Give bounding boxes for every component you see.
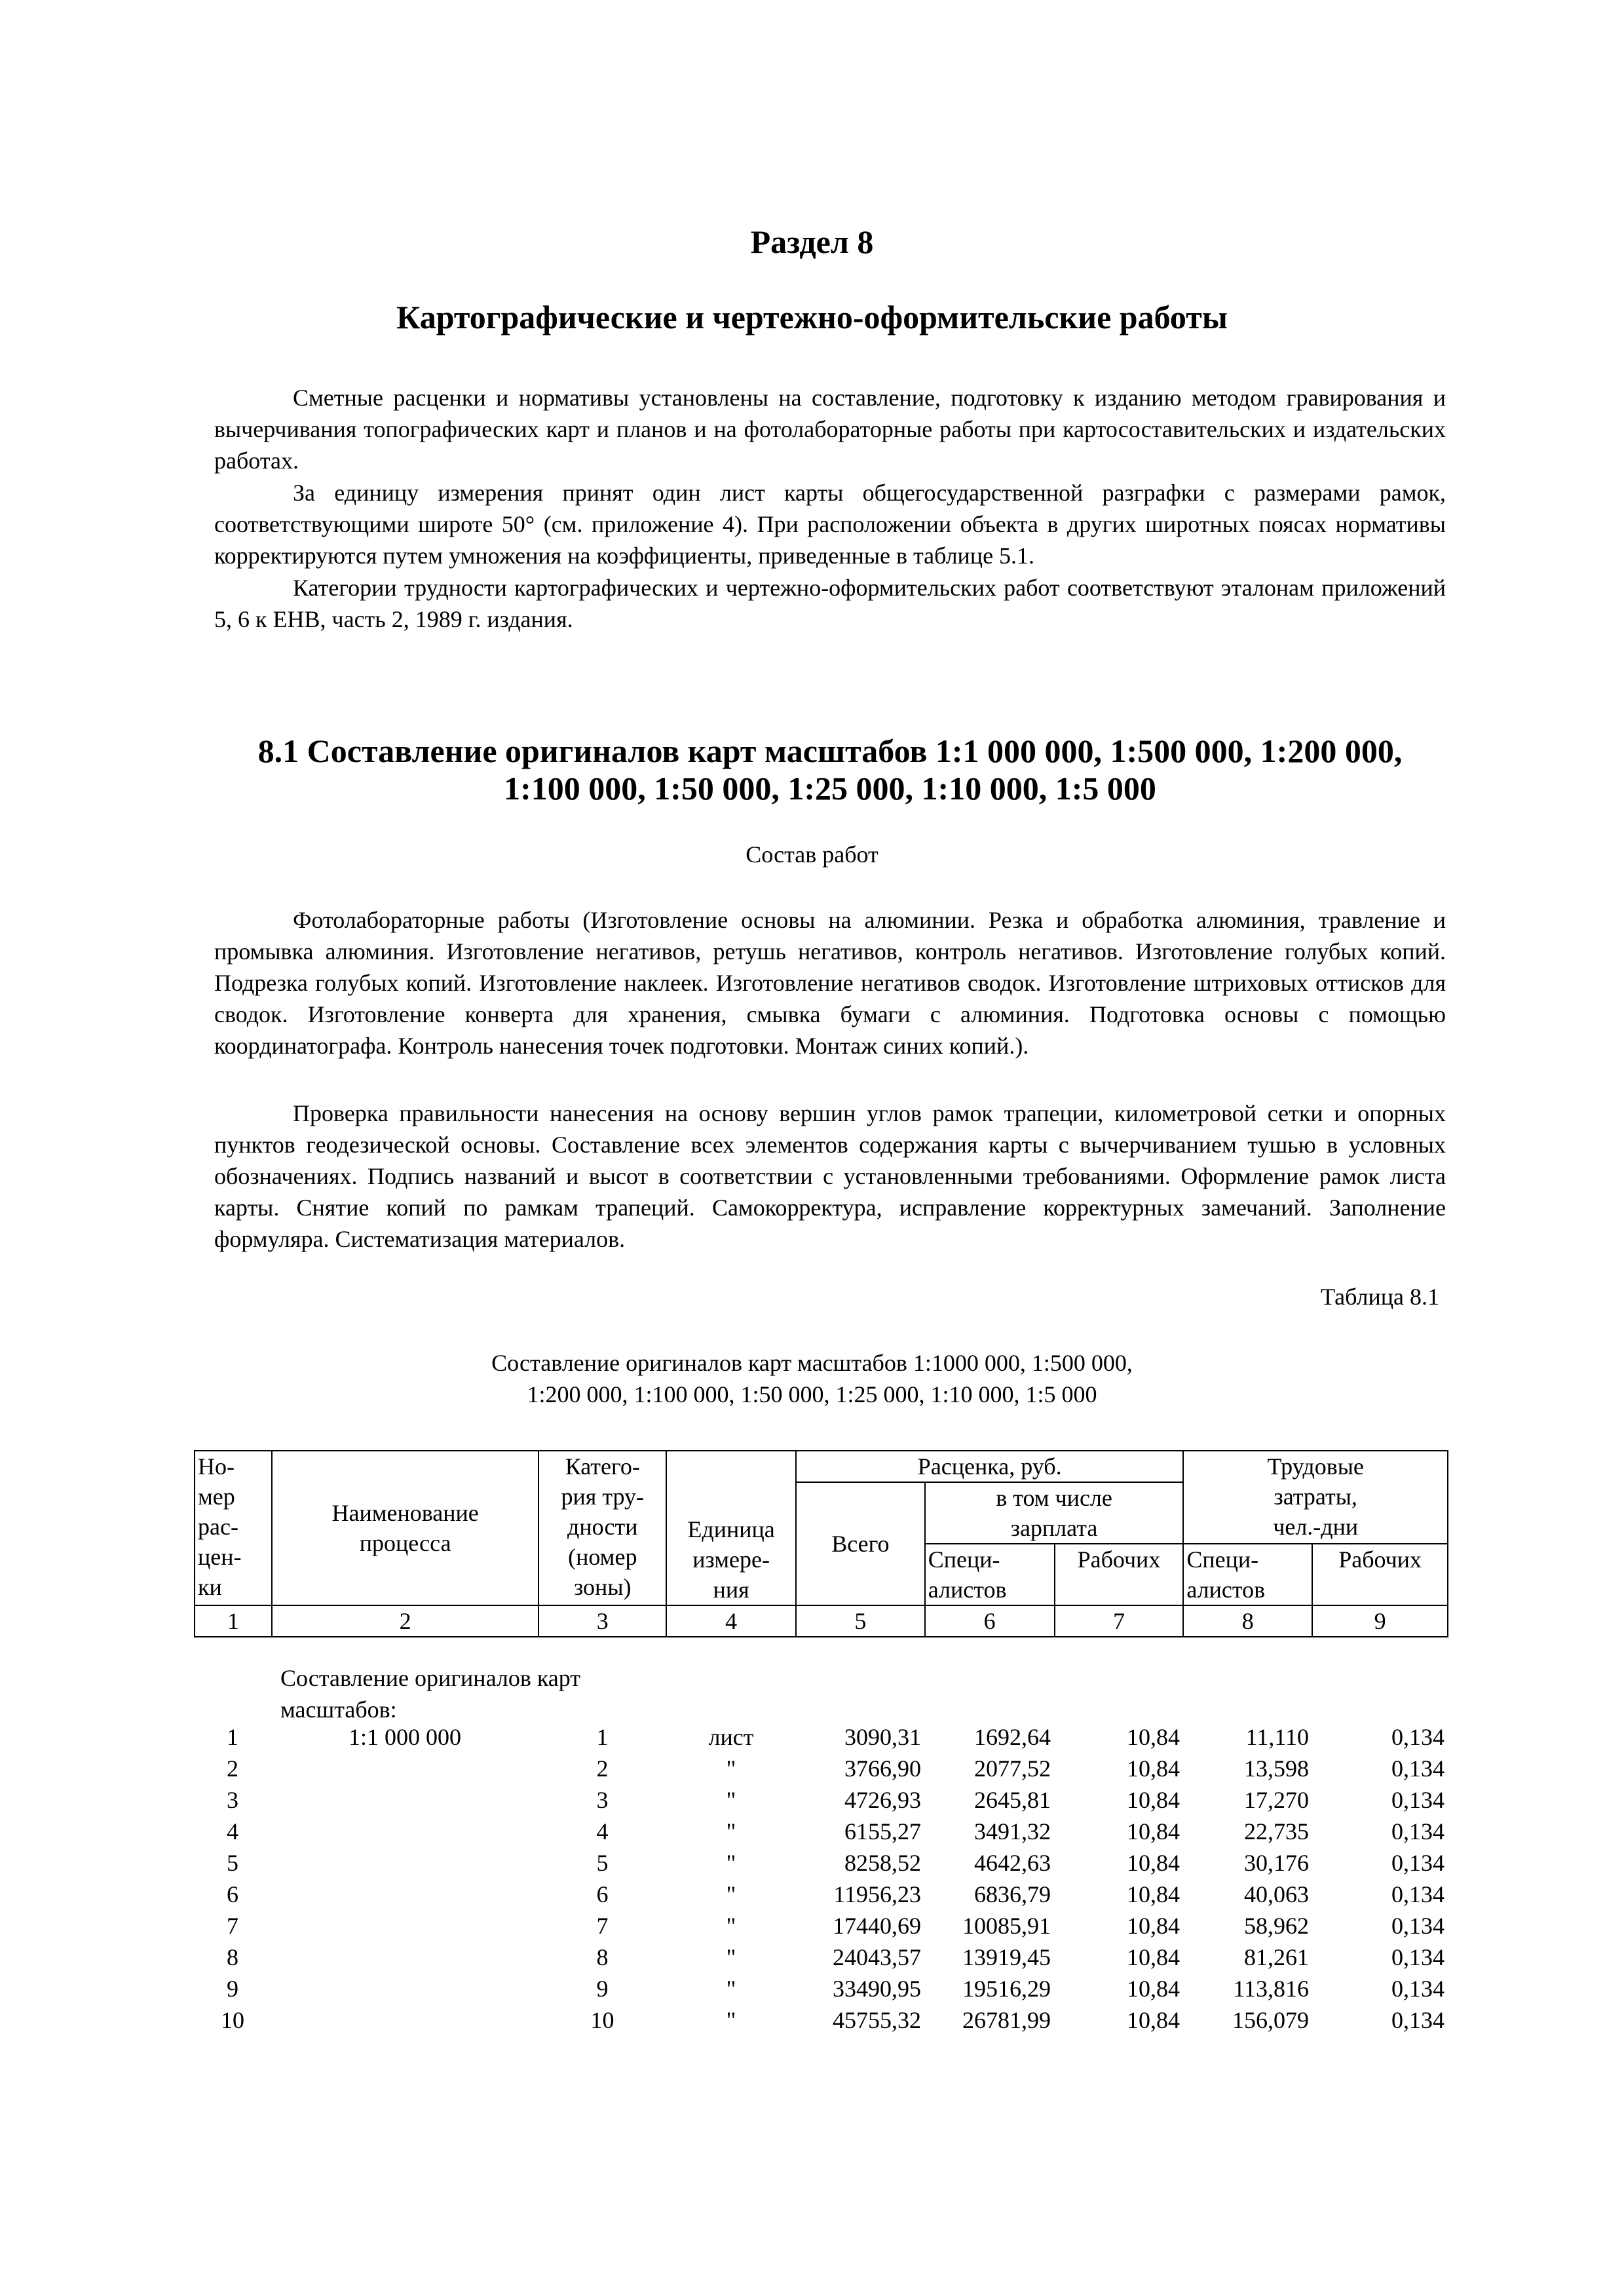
rates-table [194,1721,1448,2036]
labor-workers-cell: 0,134 [1391,1944,1445,1970]
header-price-workers: Рабочих [1055,1544,1184,1605]
unit-cell: " [726,1755,736,1782]
price-specialists-cell: 2077,52 [974,1755,1051,1782]
labor-specialists-cell: 81,261 [1244,1944,1309,1970]
labor-specialists-cell: 113,816 [1233,1976,1309,2002]
table-header [194,1450,1448,1637]
table-row [194,1973,1448,2004]
labor-specialists-cell: 11,110 [1245,1724,1309,1750]
price-total-cell: 8258,52 [844,1850,921,1876]
price-specialists-cell: 4642,63 [974,1850,1051,1876]
labor-specialists-cell: 17,270 [1244,1787,1309,1813]
labor-workers-cell: 0,134 [1391,1818,1445,1845]
process-name-cell [271,1816,538,1847]
category-cell: 3 [596,1787,609,1813]
composition-paragraph: Проверка правильности нанесения на основу вершин углов рамок трапеции, километровой сетки и опорных пунктов геодезической основы. Составление всех элементов содержания карты с вычерчиванием тушью в условных обозначениях. Подпись названий и высот в соответствии с установленными требованиями. Оформление рамок листа карты. Снятие копий по рамкам трапеций. Самокорректура, исправление корректурных замечаний. Заполнение формуляра. Систематизация материалов. [214,1100,1446,1252]
process-name-cell [271,1942,538,1973]
price-specialists-cell: 1692,64 [974,1724,1051,1750]
unit-cell: " [726,1913,736,1939]
table-row [194,1847,1448,1879]
header-labor-workers: Рабочих [1312,1544,1448,1605]
category-cell: 9 [596,1976,609,2002]
row-number-cell: 8 [227,1944,238,1970]
category-cell: 8 [596,1944,609,1970]
table-row [194,1784,1448,1816]
composition-paragraph: Фотолабораторные работы (Изготовление основы на алюминии. Резка и обработка алюминия, травление и промывка алюминия. Изготовление негативов, ретушь негативов, контроль негативов. Изготовление голубых копий. Подрезка голубых копий. Изготовление наклеек. Изготовление негативов сводок. Изготовление штриховых оттисков для сводок. Изготовление конверта для хранения, смывка бумаги с алюминия. Подготовка основы с помощью координатографа. Контроль нанесения точек подготовки. Монтаж синих копий.). [214,907,1446,1059]
price-workers-cell: 10,84 [1127,1913,1180,1939]
header-number: Но- мер рас- цен- ки [195,1451,272,1605]
intro-paragraph: За единицу измерения принят один лист карты общегосударственной разграфки с размерами рамок, соответствующими широте 50° (см. приложение 4). При расположении объекта в других широтных поясах нормативы корректируются путем умножения на коэффициенты, приведенные в таблице 5.1. [214,480,1446,569]
table-label: Таблица 8.1 [1321,1284,1439,1310]
category-cell: 10 [590,2007,614,2033]
unit-cell: " [726,1944,736,1970]
process-name-cell [271,1784,538,1816]
col-number: 3 [538,1605,666,1637]
col-number: 2 [272,1605,539,1637]
col-number: 7 [1055,1605,1184,1637]
price-workers-cell: 10,84 [1127,1755,1180,1782]
row-number-cell: 10 [221,2007,244,2033]
header-price-group: Расценка, руб. [796,1451,1183,1482]
table-row [194,2004,1448,2036]
category-cell: 4 [596,1818,609,1845]
price-workers-cell: 10,84 [1127,1881,1180,1907]
price-total-cell: 4726,93 [844,1787,921,1813]
subsection-title [214,733,1446,807]
category-cell: 2 [596,1755,609,1782]
unit-cell: " [726,1818,736,1845]
process-name-cell [271,1910,538,1942]
category-cell: 1 [596,1724,609,1750]
category-cell: 6 [596,1881,609,1907]
unit-cell: " [726,1976,736,2002]
subsection-title-line: 1:100 000, 1:50 000, 1:25 000, 1:10 000, 1:5 000 [504,770,1156,807]
header-process-name: Наименование процесса [272,1451,539,1605]
price-workers-cell: 10,84 [1127,1944,1180,1970]
unit-cell: " [726,1881,736,1907]
labor-workers-cell: 0,134 [1391,1913,1445,1939]
price-workers-cell: 10,84 [1127,1976,1180,2002]
price-total-cell: 11956,23 [833,1881,921,1907]
row-number-cell: 1 [227,1724,238,1750]
process-name-cell [271,1879,538,1910]
category-cell: 7 [596,1913,609,1939]
intro-paragraph: Сметные расценки и нормативы установлены на составление, подготовку к изданию методом гравирования и вычерчивания топографических карт и планов и на фотолабораторные работы при картосоставительских и издательских работах. [214,385,1446,474]
process-name-cell [271,2004,538,2036]
row-number-cell: 2 [227,1755,238,1782]
intro-paragraph: Категории трудности картографических и чертежно-оформительских работ соответствуют эталонам приложений 5, 6 к ЕНВ, часть 2, 1989 г. издания. [214,575,1446,632]
price-total-cell: 33490,95 [833,1976,921,2002]
header-including: в том числе зарплата [925,1482,1184,1544]
subsection-title-line: 8.1 Составление оригиналов карт масштабов 1:1 000 000, 1:500 000, 1:200 000, [257,733,1403,769]
labor-specialists-cell: 13,598 [1244,1755,1309,1782]
col-number: 1 [195,1605,272,1637]
row-number-cell: 3 [227,1787,238,1813]
labor-specialists-cell: 156,079 [1232,2007,1309,2033]
price-specialists-cell: 19516,29 [962,1976,1051,2002]
unit-cell: " [726,1787,736,1813]
table-row [194,1910,1448,1942]
table-row [194,1753,1448,1784]
col-number: 5 [796,1605,925,1637]
price-total-cell: 45755,32 [833,2007,921,2033]
process-name-cell [271,1973,538,2004]
group-label: Составление оригиналов карт масштабов: [280,1665,581,1723]
labor-specialists-cell: 58,962 [1244,1913,1309,1939]
col-number: 6 [925,1605,1055,1637]
price-specialists-cell: 13919,45 [962,1944,1051,1970]
price-specialists-cell: 10085,91 [962,1913,1051,1939]
category-cell: 5 [596,1850,609,1876]
row-number-cell: 9 [227,1976,238,2002]
unit-cell: " [726,1850,736,1876]
section-heading: Раздел 8 [750,223,874,260]
price-total-cell: 17440,69 [833,1913,921,1939]
header-labor-group: Трудовые затраты, чел.-дни [1183,1451,1448,1544]
table-caption-line: 1:200 000, 1:100 000, 1:50 000, 1:25 000, 1:10 000, 1:5 000 [527,1381,1097,1407]
chapter-title: Картографические и чертежно-оформительские работы [396,299,1228,335]
column-number-row [195,1605,1448,1637]
labor-workers-cell: 0,134 [1391,1850,1445,1876]
process-name-cell: 1:1 000 000 [348,1724,461,1750]
labor-specialists-cell: 40,063 [1244,1881,1309,1907]
table-caption [0,1347,1624,1410]
price-total-cell: 3766,90 [844,1755,921,1782]
col-number: 9 [1312,1605,1448,1637]
row-number-cell: 4 [227,1818,238,1845]
header-labor-specialists: Специ- алистов [1183,1544,1312,1605]
table-row [194,1816,1448,1847]
price-workers-cell: 10,84 [1127,1724,1180,1750]
row-number-cell: 7 [227,1913,238,1939]
price-total-cell: 24043,57 [833,1944,921,1970]
labor-workers-cell: 0,134 [1391,2007,1445,2033]
header-category: Катего- рия тру- дности (номер зоны) [538,1451,666,1605]
header-unit: Единица измере- ния [666,1451,796,1605]
process-name-cell [271,1753,538,1784]
labor-workers-cell: 0,134 [1391,1976,1445,2002]
process-name-cell [271,1847,538,1879]
header-total: Всего [796,1482,925,1605]
unit-cell: лист [708,1724,754,1750]
composition-heading: Состав работ [746,841,878,868]
price-total-cell: 6155,27 [844,1818,921,1845]
table-row [194,1879,1448,1910]
table-caption-line: Составление оригиналов карт масштабов 1:1000 000, 1:500 000, [491,1350,1133,1376]
labor-workers-cell: 0,134 [1391,1881,1445,1907]
price-workers-cell: 10,84 [1127,2007,1180,2033]
table-row [194,1942,1448,1973]
price-workers-cell: 10,84 [1127,1850,1180,1876]
unit-cell: " [726,2007,736,2033]
col-number: 8 [1183,1605,1312,1637]
price-specialists-cell: 3491,32 [974,1818,1051,1845]
row-number-cell: 6 [227,1881,238,1907]
row-number-cell: 5 [227,1850,238,1876]
labor-workers-cell: 0,134 [1391,1724,1445,1750]
labor-workers-cell: 0,134 [1391,1755,1445,1782]
price-total-cell: 3090,31 [844,1724,921,1750]
header-price-specialists: Специ- алистов [925,1544,1055,1605]
table-row [194,1721,1448,1753]
labor-workers-cell: 0,134 [1391,1787,1445,1813]
price-specialists-cell: 6836,79 [974,1881,1051,1907]
col-number: 4 [666,1605,796,1637]
price-workers-cell: 10,84 [1127,1787,1180,1813]
price-workers-cell: 10,84 [1127,1818,1180,1845]
price-specialists-cell: 26781,99 [962,2007,1051,2033]
labor-specialists-cell: 30,176 [1244,1850,1309,1876]
labor-specialists-cell: 22,735 [1244,1818,1309,1845]
price-specialists-cell: 2645,81 [974,1787,1051,1813]
